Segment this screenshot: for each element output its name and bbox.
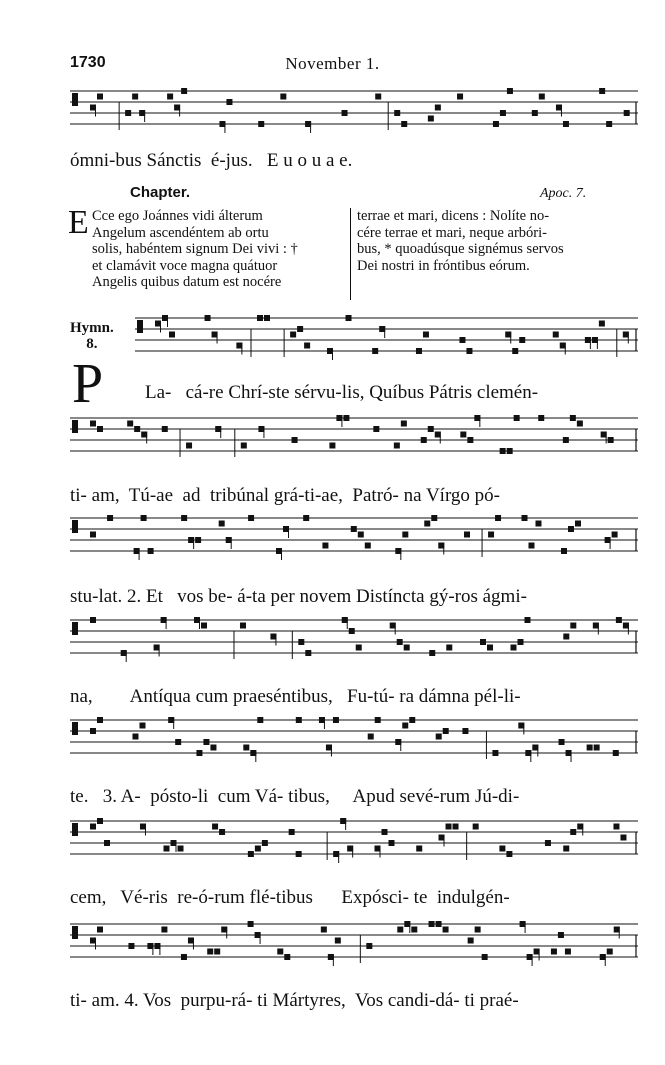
neume-note [195, 537, 201, 543]
neume-note [511, 645, 517, 651]
neume-note [487, 645, 493, 651]
neume-note [394, 110, 400, 116]
neume-note [333, 717, 339, 723]
clef-icon [72, 722, 78, 735]
neume-note [164, 846, 170, 852]
neume-note [446, 824, 452, 830]
neume-note [492, 750, 498, 756]
neume-note [207, 949, 213, 955]
neume-note [431, 515, 437, 521]
neume-note [368, 734, 374, 740]
chant-staff-5 [70, 714, 638, 774]
hymn-initial: P [72, 353, 104, 415]
neume-note [473, 824, 479, 830]
neume-note [243, 745, 249, 751]
neume-note [482, 954, 488, 960]
neume-note [411, 927, 417, 933]
neume-note [563, 437, 569, 443]
neume-note [381, 829, 387, 835]
lyric-line-5: te. 3. A- pósto-li cum Vá- tibus, Apud sevé-rum Jú-di- [70, 786, 520, 807]
neume-note [539, 94, 545, 100]
neume-note [97, 94, 103, 100]
chapter-text-left [68, 204, 348, 291]
neume-note [219, 521, 225, 527]
lyric-line-1: La- cá-re Chrí-ste sérvu-lis, Quíbus Pátris clemén- [145, 382, 539, 403]
neume-note [296, 717, 302, 723]
neume-note [570, 415, 576, 421]
neume-note [397, 639, 403, 645]
neume-note [262, 840, 268, 846]
neume-note [375, 717, 381, 723]
neume-note [255, 846, 261, 852]
neume-note [460, 432, 466, 438]
neume-note [500, 110, 506, 116]
clef-icon [72, 420, 78, 433]
neume-note [606, 121, 612, 127]
lyric-line-3: stu-lat. 2. Et vos be- á-ta per novem Distíncta gý-ros ágmi- [70, 586, 527, 607]
hymn-label [70, 320, 114, 352]
neume-note [424, 521, 430, 527]
neume-note [565, 949, 571, 955]
neume-note [421, 437, 427, 443]
neume-note [210, 745, 216, 751]
neume-note [563, 634, 569, 640]
neume-note [175, 739, 181, 745]
neume-note [289, 829, 295, 835]
neume-note [139, 723, 145, 729]
neume-note [613, 750, 619, 756]
neume-note [608, 437, 614, 443]
chapter-heading: Chapter. [130, 184, 191, 201]
neume-note [587, 745, 593, 751]
neume-note [258, 121, 264, 127]
neume-note [90, 824, 96, 830]
neume-note [292, 437, 298, 443]
neume-note [488, 532, 494, 538]
neume-note [203, 739, 209, 745]
neume-note [514, 415, 520, 421]
neume-note [241, 443, 247, 449]
neume-note [561, 548, 567, 554]
neume-note [397, 927, 403, 933]
neume-note [90, 617, 96, 623]
neume-note [624, 110, 630, 116]
neume-note [612, 532, 618, 538]
neume-note [375, 94, 381, 100]
neume-note [394, 443, 400, 449]
clef-icon [137, 320, 143, 333]
neume-note [607, 949, 613, 955]
neume-note [148, 548, 154, 554]
neume-note [453, 824, 459, 830]
chant-staff-1 [135, 312, 638, 362]
neume-note [532, 110, 538, 116]
neume-note [468, 938, 474, 944]
neume-note [558, 932, 564, 938]
neume-note [264, 315, 270, 321]
neume-note [416, 348, 422, 354]
neume-note [196, 750, 202, 756]
neume-note [181, 88, 187, 94]
neume-note [475, 927, 481, 933]
neume-note [226, 99, 232, 105]
neume-note [132, 734, 138, 740]
chant-staff-6 [70, 815, 638, 875]
neume-note [575, 521, 581, 527]
clef-icon [72, 520, 78, 533]
neume-note [181, 515, 187, 521]
neume-note [303, 515, 309, 521]
neume-note [436, 921, 442, 927]
lyric-line-2: ti- am, Tú-ae ad tribúnal grá-ti-ae, Patró- na Vírgo pó- [70, 485, 501, 506]
column-divider [350, 208, 351, 300]
neume-note [178, 846, 184, 852]
neume-note [457, 94, 463, 100]
neume-note [402, 532, 408, 538]
neume-note [467, 437, 473, 443]
neume-note [366, 943, 372, 949]
neume-note [466, 348, 472, 354]
neume-note [480, 639, 486, 645]
neume-note [90, 532, 96, 538]
neume-note [97, 717, 103, 723]
neume-note [493, 121, 499, 127]
neume-note [349, 628, 355, 634]
neume-note [499, 846, 505, 852]
clef-icon [72, 93, 78, 106]
neume-note [436, 734, 442, 740]
neume-note [577, 421, 583, 427]
neume-note [167, 94, 173, 100]
neume-note [365, 543, 371, 549]
page-number: 1730 [70, 54, 106, 71]
neume-note [519, 337, 525, 343]
lyric-line-6: cem, Vé-ris re-ó-rum flé-tibus Expósci- te indulgén- [70, 887, 510, 908]
neume-note [423, 332, 429, 338]
neume-note [277, 949, 283, 955]
neume-note [462, 728, 468, 734]
neume-note [409, 717, 415, 723]
neume-note [214, 949, 220, 955]
neume-note [280, 94, 286, 100]
neume-note [134, 426, 140, 432]
neume-note [343, 415, 349, 421]
neume-note [570, 829, 576, 835]
neume-note [304, 343, 310, 349]
neume-note [132, 94, 138, 100]
neume-note [563, 121, 569, 127]
chapter-reference: Apoc. 7. [540, 186, 587, 201]
hymn-title: Hymn. [70, 320, 114, 336]
neume-note [613, 824, 619, 830]
neume-note [563, 846, 569, 852]
neume-note [181, 954, 187, 960]
neume-note [97, 927, 103, 933]
neume-note [297, 326, 303, 332]
neume-note [401, 121, 407, 127]
neume-note [186, 443, 192, 449]
chant-staff-4 [70, 614, 638, 674]
neume-note [373, 426, 379, 432]
neume-note [97, 818, 103, 824]
neume-note [90, 421, 96, 427]
neume-note [518, 639, 524, 645]
neume-note [429, 650, 435, 656]
neume-note [464, 532, 470, 538]
neume-note [404, 645, 410, 651]
neume-note [90, 728, 96, 734]
neume-note [507, 448, 513, 454]
neume-note [205, 315, 211, 321]
neume-note [169, 332, 175, 338]
neume-note [416, 846, 422, 852]
page-title: November 1. [285, 54, 380, 73]
neume-note [257, 315, 263, 321]
neume-note [528, 543, 534, 549]
neume-note [428, 116, 434, 122]
neume-note [127, 421, 133, 427]
chant-staff-7 [70, 918, 638, 978]
neume-note [551, 949, 557, 955]
neume-note [521, 515, 527, 521]
clef-icon [72, 622, 78, 635]
chant-staff-0 [70, 85, 638, 140]
neume-note [568, 526, 574, 532]
chant-staff-2 [70, 412, 638, 472]
neume-note [599, 88, 605, 94]
neume-note [429, 921, 435, 927]
neume-note [545, 840, 551, 846]
neume-note [104, 840, 110, 846]
neume-note [107, 515, 113, 521]
neume-note [559, 739, 565, 745]
clef-icon [72, 823, 78, 836]
neume-note [525, 617, 531, 623]
neume-note [128, 943, 134, 949]
neume-note [161, 927, 167, 933]
neume-note [443, 728, 449, 734]
neume-note [372, 348, 378, 354]
neume-note [620, 835, 626, 841]
neume-note [594, 745, 600, 751]
neume-note [248, 515, 254, 521]
neume-note [321, 927, 327, 933]
neume-note [446, 645, 452, 651]
neume-note [599, 321, 605, 327]
hymn-mode: 8. [86, 336, 98, 352]
neume-note [616, 617, 622, 623]
neume-note [507, 88, 513, 94]
neume-note [212, 824, 218, 830]
chapter-left-paragraph: Cce ego Joánnes vidi álterum Angelum ascendéntem ab ortu solis, habéntem signum Dei vivi : † et clamávit voce magna quátuor Angelis quibus datum est nocére [92, 208, 298, 290]
lyric-line-0: ómni-bus Sánctis é-jus. E u o u a e. [70, 150, 353, 171]
neume-note [401, 421, 407, 427]
neume-note [351, 526, 357, 532]
neume-note [512, 348, 518, 354]
lyric-line-7: ti- am. 4. Vos purpu-rá- ti Mártyres, Vos candi-dá- ti praé- [70, 990, 519, 1011]
neume-note [500, 448, 506, 454]
neume-note [296, 851, 302, 857]
neume-note [356, 645, 362, 651]
neume-note [459, 337, 465, 343]
neume-note [322, 543, 328, 549]
chapter-right-paragraph: terrae et mari, dicens : Nolíte no- cére terrae et mari, neque arbóri- bus, * quoadúsque signémus servos Dei nostri in fróntibus eórum. [357, 208, 564, 274]
neume-note [97, 426, 103, 432]
neume-note [141, 515, 147, 521]
neume-note [329, 443, 335, 449]
neume-note [495, 515, 501, 521]
neume-note [284, 954, 290, 960]
lyric-line-4: na, Antíqua cum praeséntibus, Fu-tú- ra dámna pél-li- [70, 686, 521, 707]
neume-note [248, 851, 254, 857]
neume-note [201, 623, 207, 629]
neume-note [298, 639, 304, 645]
neume-note [358, 532, 364, 538]
neume-note [346, 315, 352, 321]
neume-note [290, 332, 296, 338]
neume-note [162, 426, 168, 432]
neume-note [240, 623, 246, 629]
neume-note [443, 927, 449, 933]
neume-note [553, 332, 559, 338]
chapter-text-right [357, 208, 639, 274]
neume-note [342, 110, 348, 116]
clef-icon [72, 926, 78, 939]
neume-note [248, 921, 254, 927]
neume-note [506, 851, 512, 857]
neume-note [428, 426, 434, 432]
neume-note [570, 623, 576, 629]
chapter-initial: E [68, 204, 89, 241]
neume-note [335, 938, 341, 944]
neume-note [538, 415, 544, 421]
neume-note [402, 723, 408, 729]
neume-note [125, 110, 131, 116]
neume-note [435, 105, 441, 111]
neume-note [305, 650, 311, 656]
neume-note [257, 717, 263, 723]
neume-note [388, 840, 394, 846]
neume-note [219, 829, 225, 835]
chant-staff-3 [70, 512, 638, 572]
neume-note [535, 521, 541, 527]
